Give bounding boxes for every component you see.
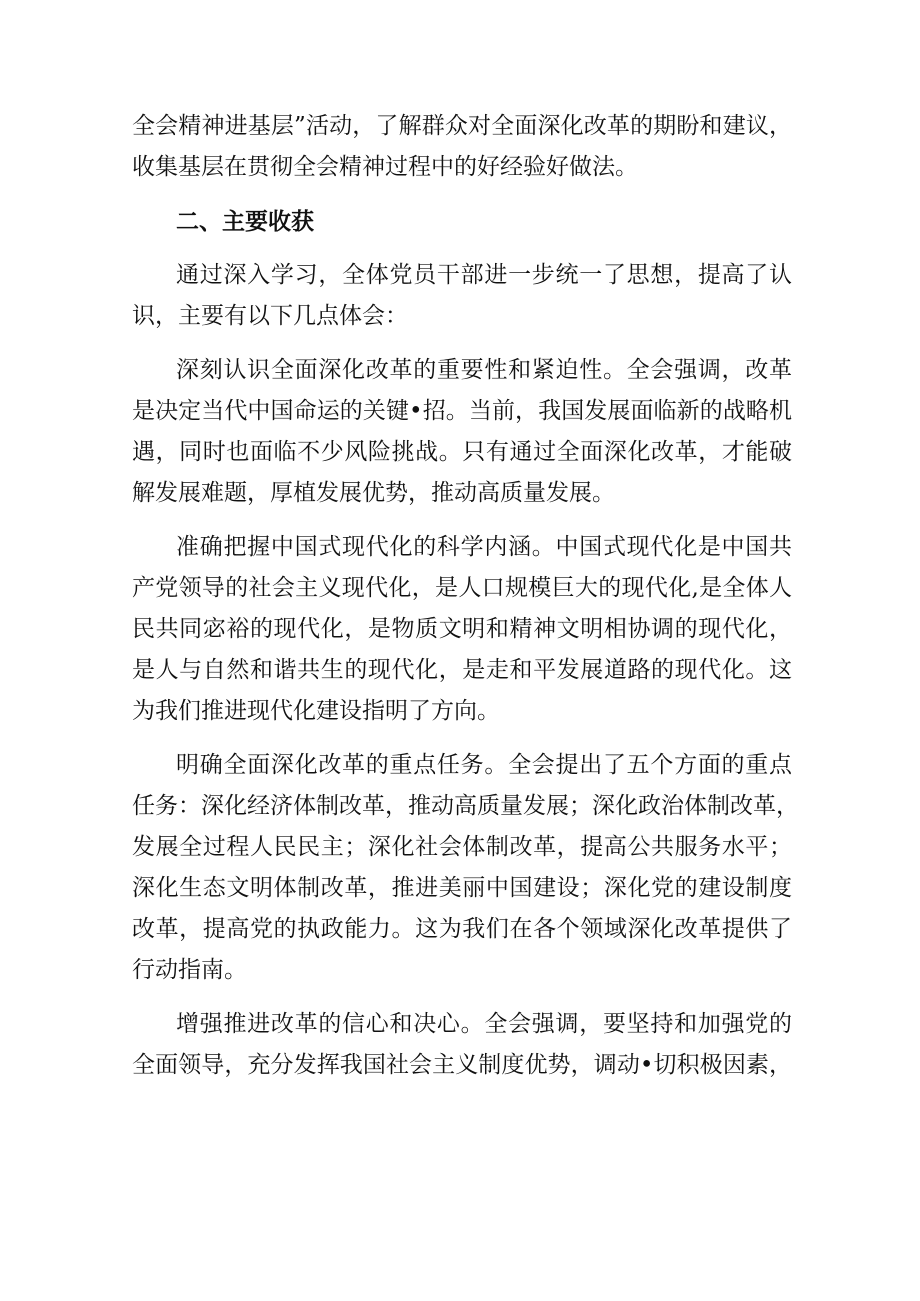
text-line: 行动指南。 — [132, 957, 247, 983]
paragraph-reform-importance — [132, 350, 792, 514]
text-line: 改革，提高党的执政能力。这为我们在各个领域深化改革提供了 — [132, 916, 792, 942]
text-line: 收集基层在贯彻全会精神过程中的好经验好做法。 — [132, 154, 638, 180]
paragraph-intro — [132, 255, 792, 337]
text-line: 深刻认识全面深化改革的重要性和紧迫性。全会强调，改革 — [176, 357, 792, 383]
paragraph-key-tasks — [132, 745, 799, 991]
text-line: 为我们推进现代化建设指明了方向。 — [132, 698, 500, 724]
text-line: 解发展难题，厚植发展优势，推动高质量发展。 — [132, 480, 615, 506]
section-heading: 二、主要收获 — [176, 208, 314, 235]
paragraph-confidence — [132, 1004, 792, 1086]
text-line: 产党领导的社会主义现代化，是人口规模巨大的现代化,是全体人 — [132, 575, 792, 601]
paragraph-continuation — [132, 106, 792, 188]
text-line: 通过深入学习，全体党员干部进一步统一了思想，提高了认 — [176, 262, 792, 288]
text-line: 任务：深化经济体制改革，推动高质量发展；深化政治体制改革， — [132, 793, 799, 819]
text-line: 识，主要有以下几点体会： — [132, 303, 408, 329]
text-line: 明确全面深化改革的重点任务。全会提出了五个方面的重点 — [176, 752, 792, 778]
text-line: 增强推进改革的信心和决心。全会强调，要坚持和加强党的 — [176, 1011, 792, 1037]
text-line: 全会精神进基层”活动，了解群众对全面深化改革的期盼和建议， — [132, 113, 792, 139]
text-line: 准确把握中国式现代化的科学内涵。中国式现代化是中国共 — [176, 534, 792, 560]
section-heading-wrap — [132, 201, 792, 242]
document-body — [132, 106, 799, 1086]
paragraph-modernization — [132, 527, 792, 732]
text-line: 遇，同时也面临不少风险挑战。只有通过全面深化改革，才能破 — [132, 439, 792, 465]
text-line: 民共同宓裕的现代化，是物质文明和精神文明相协调的现代化， — [132, 616, 792, 642]
text-line: 是决定当代中国命运的关键•招。当前，我国发展面临新的战略机 — [132, 398, 792, 424]
text-line: 全面领导，充分发挥我国社会主义制度优势，调动•切积极因素， — [132, 1052, 792, 1078]
text-line: 发展全过程人民民主；深化社会体制改革，提高公共服务水平； — [132, 834, 792, 860]
text-line: 是人与自然和谐共生的现代化，是走和平发展道路的现代化。这 — [132, 657, 792, 683]
text-line: 深化生态文明体制改革，推进美丽中国建设；深化党的建设制度 — [132, 875, 792, 901]
